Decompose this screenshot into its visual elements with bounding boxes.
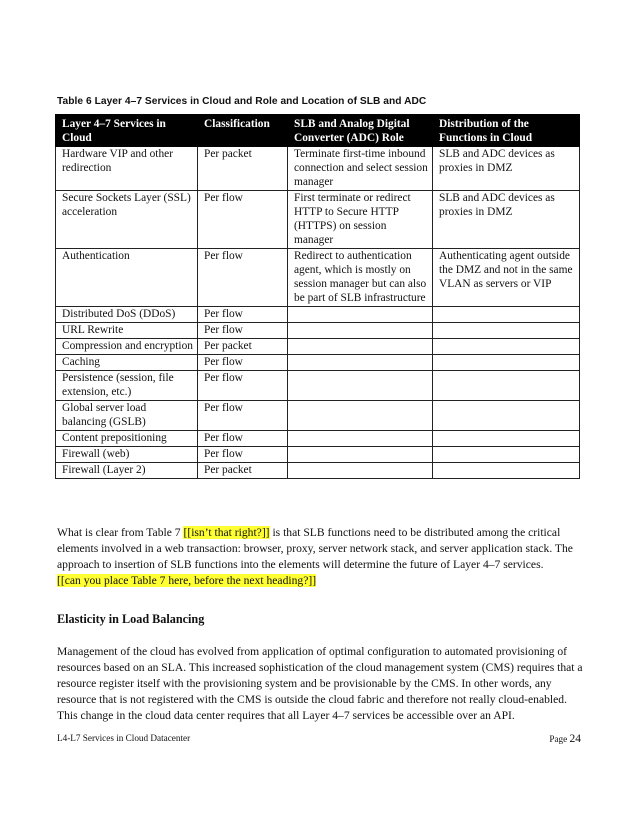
cell-role	[288, 355, 433, 371]
table-row	[56, 191, 580, 249]
cell-classification: Per flow	[198, 249, 288, 307]
cell-service: Compression and encryption	[56, 339, 198, 355]
table-row	[56, 371, 580, 401]
table-row	[56, 147, 580, 191]
table-row	[56, 249, 580, 307]
cell-distribution	[433, 323, 580, 339]
table-row	[56, 447, 580, 463]
cell-service: Content prepositioning	[56, 431, 198, 447]
cell-distribution	[433, 447, 580, 463]
cell-service: Firewall (web)	[56, 447, 198, 463]
footer-document-title: L4-L7 Services in Cloud Datacenter	[57, 733, 191, 743]
cell-role	[288, 463, 433, 479]
cell-classification: Per packet	[198, 463, 288, 479]
cell-classification: Per flow	[198, 191, 288, 249]
header-classification: Classification	[198, 115, 288, 147]
header-services: Layer 4–7 Services in Cloud	[56, 115, 198, 147]
table-row	[56, 339, 580, 355]
cell-distribution: SLB and ADC devices as proxies in DMZ	[433, 147, 580, 191]
cell-distribution	[433, 307, 580, 323]
cell-distribution	[433, 431, 580, 447]
cell-classification: Per flow	[198, 323, 288, 339]
cell-classification: Per flow	[198, 355, 288, 371]
table-row	[56, 401, 580, 431]
table-row	[56, 431, 580, 447]
cell-classification: Per packet	[198, 147, 288, 191]
editor-comment-highlight: [[isn’t that right?]]	[183, 526, 270, 539]
paragraph-text-start: What is clear from Table 7	[57, 526, 184, 539]
cell-classification: Per flow	[198, 307, 288, 323]
cell-service: URL Rewrite	[56, 323, 198, 339]
cell-role	[288, 401, 433, 431]
cell-service: Caching	[56, 355, 198, 371]
paragraph-table-discussion	[57, 525, 587, 589]
services-table	[55, 114, 580, 479]
table-row	[56, 355, 580, 371]
cell-role: Terminate first-time inbound connection and select session manager	[288, 147, 433, 191]
cell-role	[288, 323, 433, 339]
table-caption: Table 6 Layer 4–7 Services in Cloud and Role and Location of SLB and ADC	[57, 96, 427, 107]
cell-service: Distributed DoS (DDoS)	[56, 307, 198, 323]
page-footer	[57, 733, 581, 745]
cell-service: Global server load balancing (GSLB)	[56, 401, 198, 431]
header-role: SLB and Analog Digital Converter (ADC) Role	[288, 115, 433, 147]
footer-page	[549, 733, 581, 745]
cell-distribution	[433, 371, 580, 401]
cell-role	[288, 371, 433, 401]
paragraph-elasticity: Management of the cloud has evolved from application of optimal configuration to automated provisioning of resources based on an SLA. This increased sophistication of the cloud management system (CMS) requires that a resource register itself with the provisioning system and be provisionable by the CMS. In other words, any resource that is not registered with the CMS is outside the cloud fabric and therefore not really cloud-enabled. This change in the cloud data center requires that all Layer 4–7 services be accessible over an API.	[57, 645, 583, 722]
cell-distribution	[433, 463, 580, 479]
cell-classification: Per packet	[198, 339, 288, 355]
cell-service: Hardware VIP and other redirection	[56, 147, 198, 191]
cell-classification: Per flow	[198, 401, 288, 431]
cell-service: Secure Sockets Layer (SSL) acceleration	[56, 191, 198, 249]
page-number: 24	[569, 733, 581, 745]
table-row	[56, 323, 580, 339]
footer-page-label: Page	[549, 734, 570, 744]
editor-note-highlight: [[can you place Table 7 here, before the next heading?]]	[57, 574, 317, 587]
cell-service: Firewall (Layer 2)	[56, 463, 198, 479]
table-header-row	[56, 115, 580, 147]
cell-role: Redirect to authentication agent, which is mostly on session manager but can also be part of SLB infrastructure	[288, 249, 433, 307]
table-row	[56, 463, 580, 479]
cell-distribution	[433, 355, 580, 371]
section-heading: Elasticity in Load Balancing	[57, 612, 205, 626]
cell-service: Authentication	[56, 249, 198, 307]
cell-distribution	[433, 401, 580, 431]
cell-distribution: SLB and ADC devices as proxies in DMZ	[433, 191, 580, 249]
header-distribution: Distribution of the Functions in Cloud	[433, 115, 580, 147]
cell-role: First terminate or redirect HTTP to Secure HTTP (HTTPS) on session manager	[288, 191, 433, 249]
cell-role	[288, 339, 433, 355]
cell-service: Persistence (session, file extension, etc.)	[56, 371, 198, 401]
cell-classification: Per flow	[198, 371, 288, 401]
table-row	[56, 307, 580, 323]
paragraph-text-end: is that SLB functions need to be distributed among the critical elements involved in a web transaction: browser, proxy, server network stack, and server application stack. The approach to insertion of SLB functions into the elements will determine the future of Layer 4–7 services.	[57, 526, 573, 571]
cell-distribution	[433, 339, 580, 355]
cell-classification: Per flow	[198, 431, 288, 447]
cell-role	[288, 447, 433, 463]
cell-role	[288, 307, 433, 323]
cell-role	[288, 431, 433, 447]
cell-distribution: Authenticating agent outside the DMZ and not in the same VLAN as servers or VIP	[433, 249, 580, 307]
cell-classification: Per flow	[198, 447, 288, 463]
